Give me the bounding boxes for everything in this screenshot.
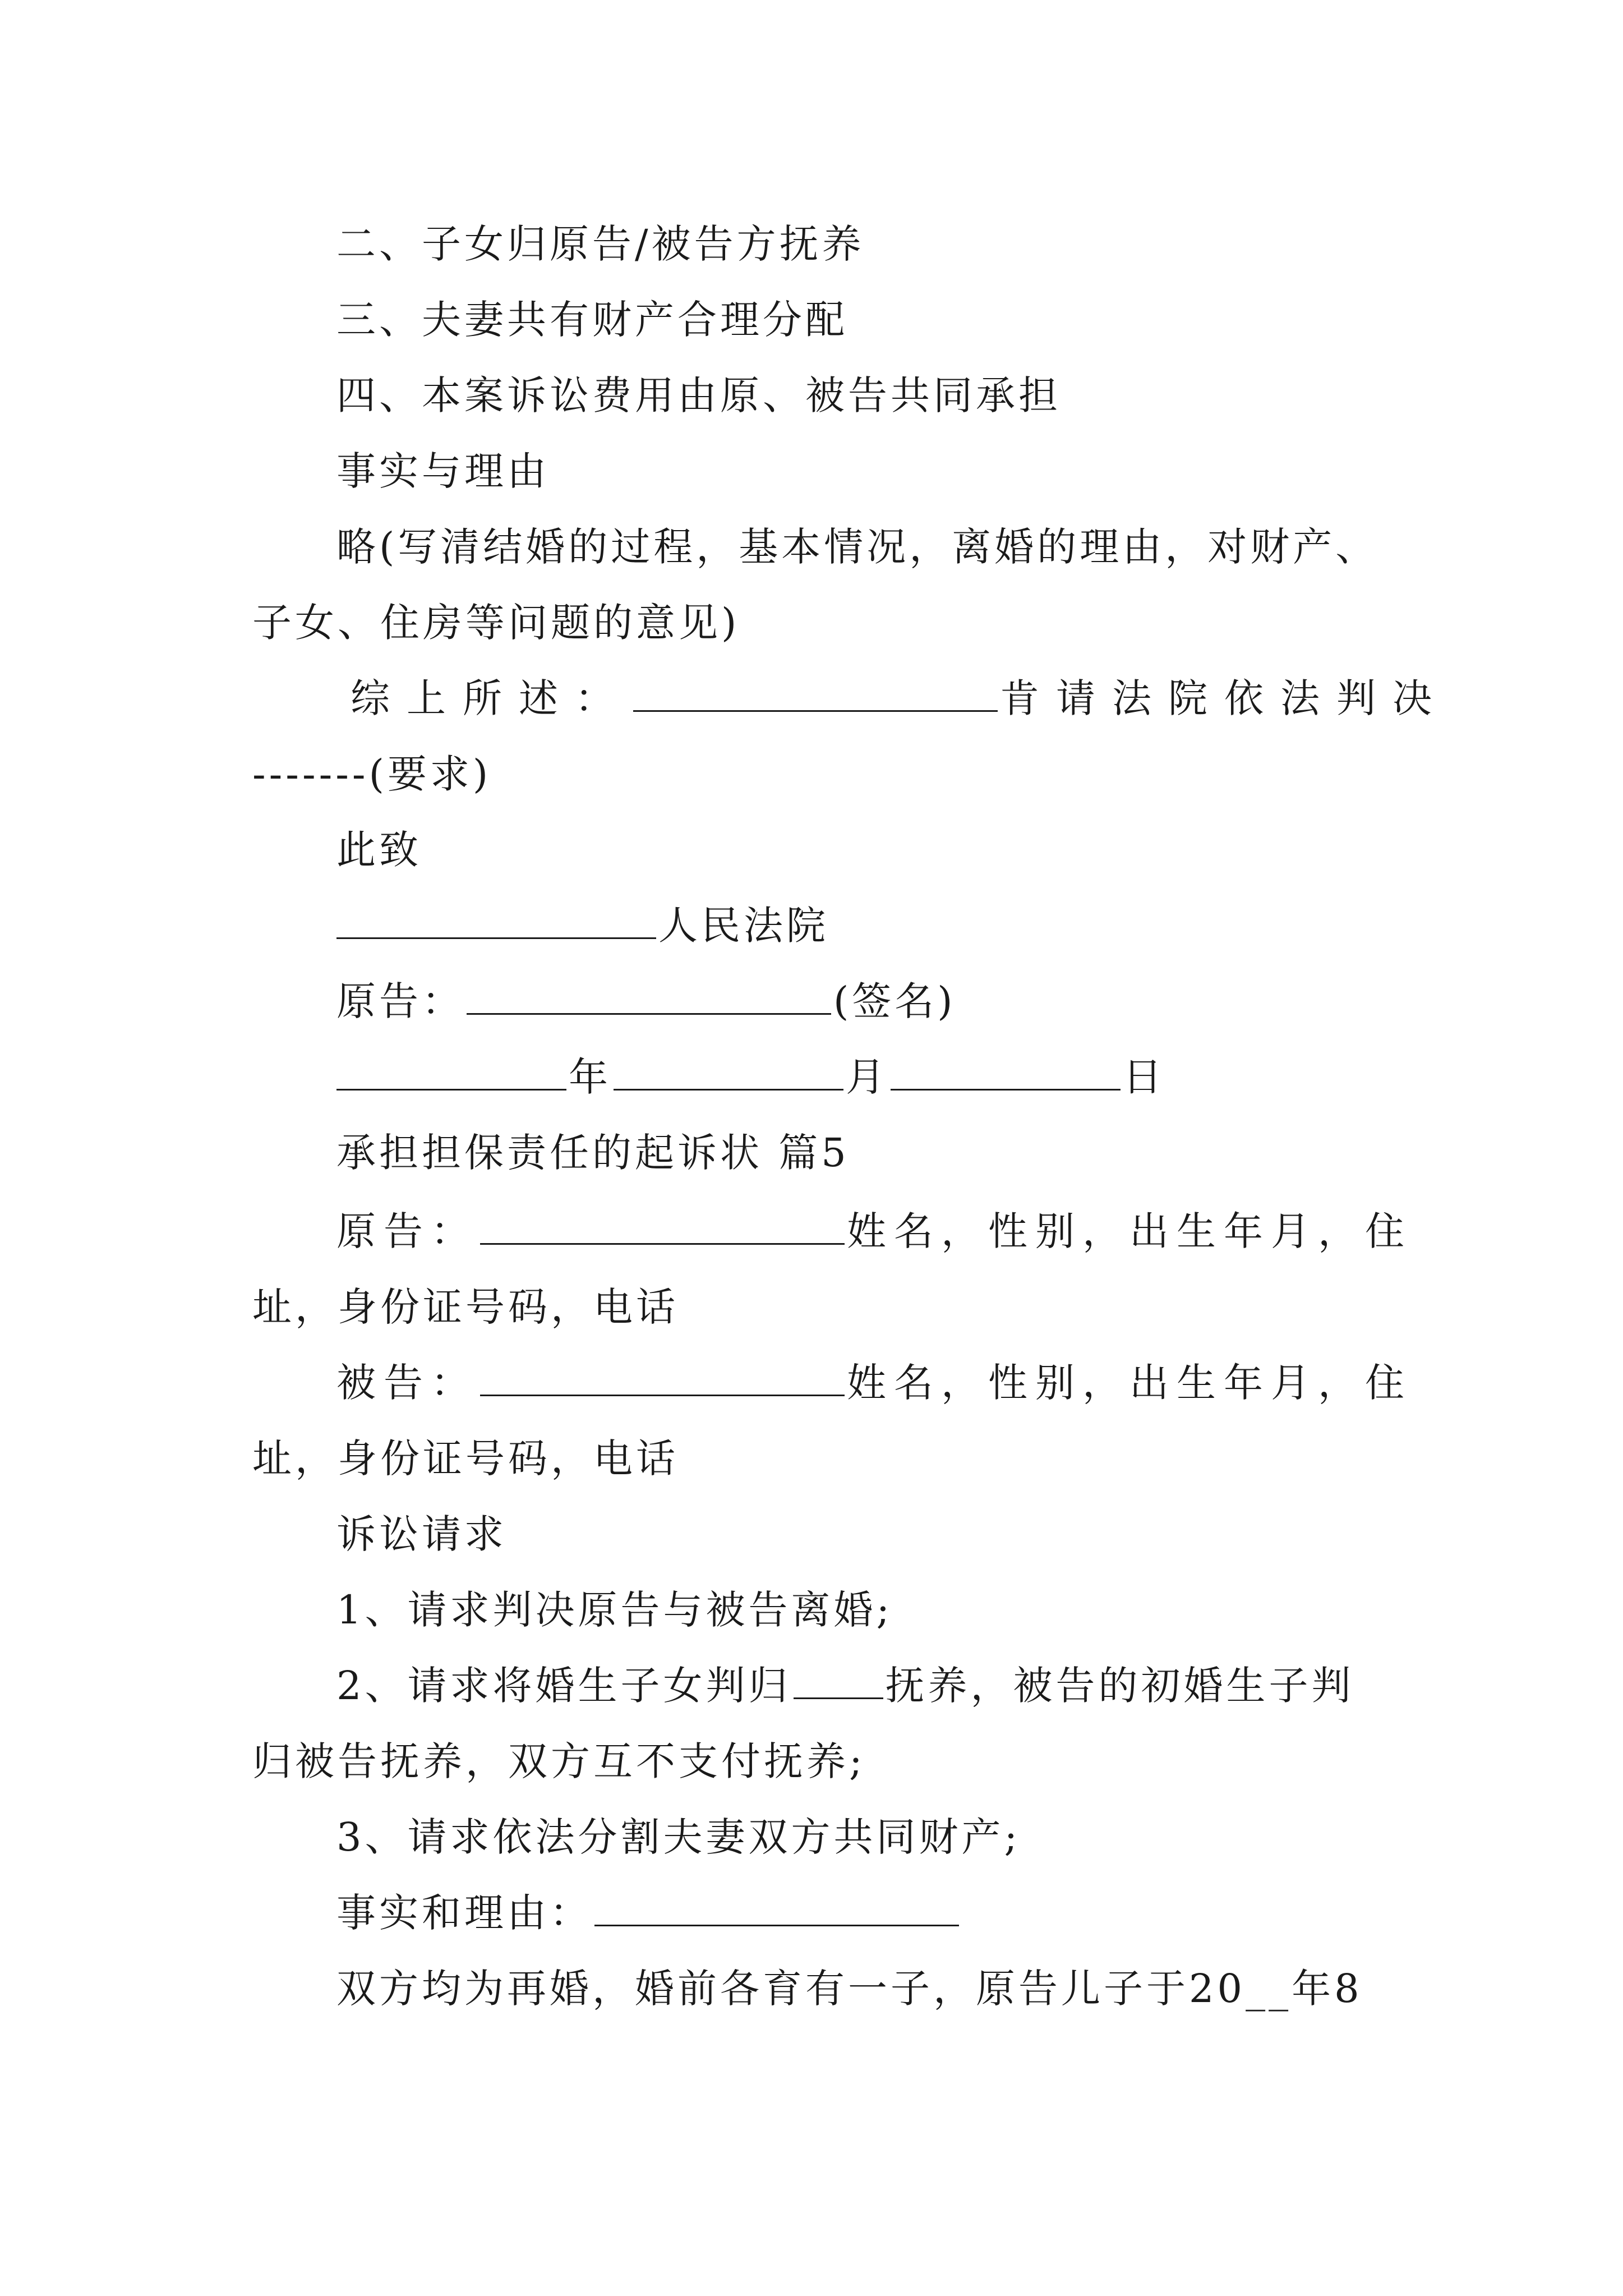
text-line: 1、请求判决原告与被告离婚; xyxy=(336,1587,893,1633)
text-line: 子女、住房等问题的意见) xyxy=(252,600,740,646)
text-line: 四、本案诉讼费用由原、被告共同承担 xyxy=(336,372,1061,418)
text-line: 3、请求依法分割夫妻双方共同财产; xyxy=(336,1814,1021,1860)
request-2-prefix: 2、请求将婚生子女判归 xyxy=(336,1663,791,1709)
court-suffix: 人民法院 xyxy=(658,903,829,949)
text-line: -------(要求) xyxy=(252,751,492,797)
summary-blank xyxy=(633,675,998,712)
text-line: 址，身份证号码，电话 xyxy=(252,1435,679,1481)
summary-prefix: 综上所述： xyxy=(351,675,631,721)
text-line: 略(写清结婚的过程，基本情况，离婚的理由，对财产、 xyxy=(336,524,1378,570)
month-blank xyxy=(614,1054,843,1091)
text-line: 址，身份证号码，电话 xyxy=(252,1284,679,1330)
defendant-blank xyxy=(480,1360,845,1396)
text-line: 三、夫妻共有财产合理分配 xyxy=(336,297,848,343)
defendant-line xyxy=(336,1358,1412,1408)
day-label: 日 xyxy=(1123,1054,1165,1100)
court-blank xyxy=(336,903,656,939)
plaintiff-suffix: 姓名，性别，出生年月，住 xyxy=(847,1208,1412,1254)
signature-blank xyxy=(467,978,831,1015)
summary-suffix: 肯请法院依法判决 xyxy=(1000,675,1449,721)
court-line xyxy=(336,900,1402,951)
facts-prefix: 事实和理由： xyxy=(336,1890,592,1936)
document-title: 承担担保责任的起诉状 篇5 xyxy=(336,1130,850,1176)
year-blank xyxy=(336,1054,566,1091)
date-line xyxy=(336,1052,1402,1102)
summary-line xyxy=(351,673,1449,724)
request-2-suffix: 抚养，被告的初婚生子判 xyxy=(885,1663,1354,1709)
closing-line: 此致 xyxy=(336,827,422,873)
request-2-line xyxy=(336,1660,1402,1711)
signature-prefix: 原告： xyxy=(336,978,464,1024)
request-2-blank xyxy=(794,1663,883,1699)
text-line: 归被告抚养，双方互不支付抚养; xyxy=(252,1738,866,1784)
defendant-suffix: 姓名，性别，出生年月，住 xyxy=(847,1360,1412,1406)
defendant-prefix: 被告： xyxy=(336,1360,478,1406)
text-line: 双方均为再婚，婚前各育有一子，原告儿子于20__年8 xyxy=(336,1966,1363,2012)
facts-line xyxy=(336,1888,1402,1938)
section-heading: 诉讼请求 xyxy=(336,1511,507,1557)
plaintiff-line xyxy=(336,1206,1412,1257)
signature-suffix: (签名) xyxy=(833,978,956,1024)
section-heading: 事实与理由 xyxy=(336,448,550,494)
facts-blank xyxy=(594,1890,959,1926)
year-label: 年 xyxy=(569,1054,611,1100)
text-line: 二、子女归原告/被告方抚养 xyxy=(336,221,865,267)
month-label: 月 xyxy=(846,1054,888,1100)
day-blank xyxy=(891,1054,1121,1091)
plaintiff-prefix: 原告： xyxy=(336,1208,478,1254)
plaintiff-signature-line xyxy=(336,976,1402,1027)
plaintiff-blank xyxy=(480,1208,845,1245)
